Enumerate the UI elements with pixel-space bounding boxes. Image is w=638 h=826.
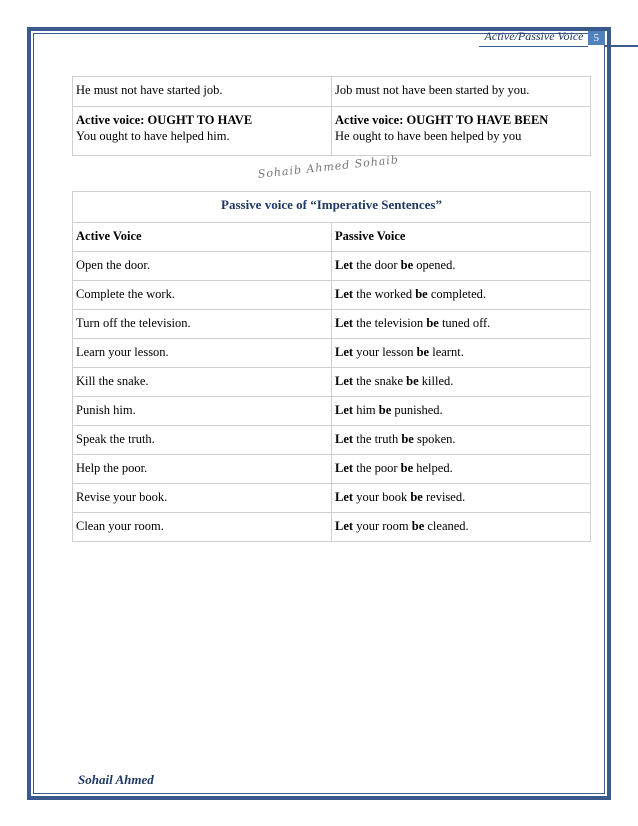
passive-cell: [332, 252, 591, 281]
let-word: Let: [335, 519, 354, 533]
cell-heading: Active voice: OUGHT TO HAVE: [76, 113, 253, 127]
be-word: be: [426, 316, 439, 330]
table-cell: [73, 107, 332, 156]
passive-text: revised.: [422, 490, 466, 504]
table-row: [73, 339, 591, 368]
active-cell: Speak the truth.: [73, 426, 332, 455]
table-row: [73, 397, 591, 426]
active-cell: Punish him.: [73, 397, 332, 426]
passive-cell: [332, 455, 591, 484]
table-row: [73, 77, 591, 107]
active-cell: Turn off the television.: [73, 310, 332, 339]
table-title-row: [73, 192, 591, 223]
passive-text: tuned off.: [438, 316, 491, 330]
be-word: be: [400, 461, 414, 475]
active-cell: Learn your lesson.: [73, 339, 332, 368]
let-word: Let: [335, 461, 354, 475]
be-word: be: [406, 374, 419, 388]
passive-cell: [332, 310, 591, 339]
header-rule: [605, 45, 638, 47]
table-cell: [332, 107, 591, 156]
column-header-passive: Passive Voice: [332, 223, 591, 252]
passive-text: the door: [353, 258, 401, 272]
be-word: be: [411, 519, 425, 533]
passive-text: the television: [353, 316, 427, 330]
passive-text: spoken.: [413, 432, 456, 446]
table-row: [73, 252, 591, 281]
be-word: be: [401, 432, 414, 446]
let-word: Let: [335, 316, 354, 330]
let-word: Let: [335, 345, 354, 359]
table-row: [73, 484, 591, 513]
be-word: be: [416, 345, 430, 359]
passive-text: the poor: [353, 461, 401, 475]
be-word: be: [415, 287, 428, 301]
passive-cell: [332, 368, 591, 397]
passive-text: the snake: [353, 374, 407, 388]
let-word: Let: [335, 432, 354, 446]
passive-cell: [332, 426, 591, 455]
column-header-active: Active Voice: [73, 223, 332, 252]
passive-cell: [332, 339, 591, 368]
table-cell: He must not have started job.: [73, 77, 332, 107]
let-word: Let: [335, 374, 354, 388]
passive-text: him: [353, 403, 379, 417]
be-word: be: [400, 258, 414, 272]
table-header-row: [73, 223, 591, 252]
let-word: Let: [335, 258, 354, 272]
page-number: 5: [588, 31, 606, 45]
active-cell: Clean your room.: [73, 513, 332, 542]
passive-text: your book: [353, 490, 411, 504]
table-row: [73, 368, 591, 397]
cell-text: You ought to have helped him.: [76, 129, 230, 143]
passive-text: punished.: [391, 403, 443, 417]
active-cell: Kill the snake.: [73, 368, 332, 397]
passive-text: helped.: [413, 461, 453, 475]
passive-cell: [332, 281, 591, 310]
table-row: [73, 107, 591, 156]
table-row: [73, 513, 591, 542]
let-word: Let: [335, 490, 354, 504]
footer-author: Sohail Ahmed: [78, 772, 154, 787]
active-cell: Revise your book.: [73, 484, 332, 513]
active-cell: Complete the work.: [73, 281, 332, 310]
be-word: be: [410, 490, 423, 504]
passive-text: the worked: [353, 287, 416, 301]
passive-text: completed.: [427, 287, 487, 301]
table-row: [73, 310, 591, 339]
passive-cell: [332, 484, 591, 513]
let-word: Let: [335, 287, 354, 301]
active-cell: Open the door.: [73, 252, 332, 281]
passive-text: killed.: [418, 374, 454, 388]
passive-text: your room: [353, 519, 412, 533]
passive-cell: [332, 397, 591, 426]
imperative-table: [72, 191, 591, 542]
table-row: [73, 426, 591, 455]
active-cell: Help the poor.: [73, 455, 332, 484]
let-word: Let: [335, 403, 354, 417]
cell-text: He ought to have been helped by you: [335, 129, 522, 143]
passive-cell: [332, 513, 591, 542]
table-cell: Job must not have been started by you.: [332, 77, 591, 107]
cell-heading: Active voice: OUGHT TO HAVE BEEN: [335, 113, 549, 127]
table-title: Passive voice of “Imperative Sentences”: [73, 192, 591, 223]
passive-text: the truth: [353, 432, 402, 446]
table-row: [73, 455, 591, 484]
modal-table: [72, 76, 591, 156]
passive-text: opened.: [413, 258, 456, 272]
passive-text: cleaned.: [424, 519, 469, 533]
signature-watermark: Sohaib Ahmed Sohaib: [257, 153, 400, 181]
passive-text: learnt.: [429, 345, 464, 359]
header-title: Active/Passive Voice: [479, 29, 588, 47]
passive-text: your lesson: [353, 345, 417, 359]
be-word: be: [378, 403, 392, 417]
page-header: [33, 29, 605, 47]
table-row: [73, 281, 591, 310]
